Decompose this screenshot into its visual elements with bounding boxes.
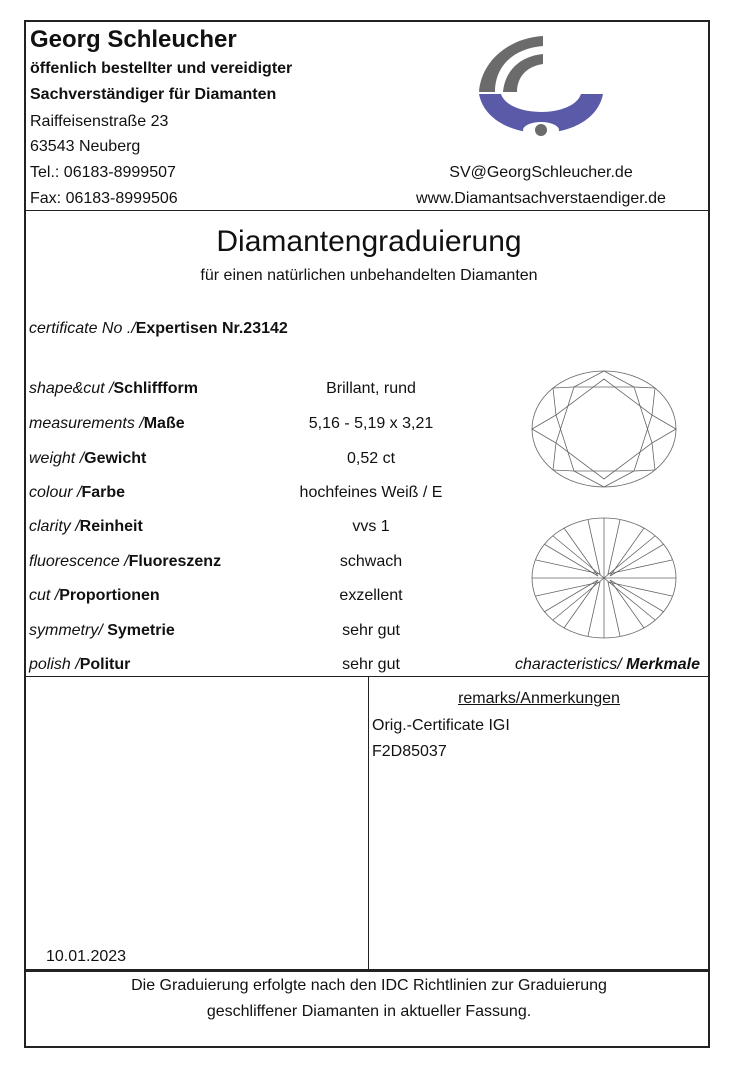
row-label-symmetry [29,622,175,640]
row-value-symmetry: sehr gut [342,622,400,639]
row-label-shape [29,380,198,398]
diamond-crown-icon [531,370,677,488]
row-label-colour [29,484,125,502]
row-label-cut [29,587,160,605]
header-divider [26,210,708,211]
row-value-fluorescence: schwach [339,553,403,570]
row-de: Proportionen [59,587,160,604]
address-city: 63543 Neuberg [30,138,141,155]
row-value-cut: exzellent [339,587,403,604]
characteristics-de: Merkmale [626,656,700,673]
table-divider [26,676,708,677]
row-value-clarity: vvs 1 [352,518,390,535]
row-value-shape: Brillant, rund [326,380,416,397]
remarks-title: remarks/Anmerkungen [458,690,620,707]
footer-line-2: geschliffener Diamanten in aktueller Fassung. [206,1003,532,1020]
row-label-measurements [29,415,185,433]
row-label-clarity [29,518,143,536]
row-value-measurements: 5,16 - 5,19 x 3,21 [308,415,434,432]
row-en: colour / [29,484,82,501]
row-de: Reinheit [79,518,143,535]
certificate-frame [24,20,710,1048]
certificate-label-en: certificate No ./ [29,320,136,337]
row-de: Farbe [81,484,126,501]
address-street: Raiffeisenstraße 23 [30,113,169,130]
footer-line-1: Die Graduierung erfolgte nach den IDC Richtlinien zur Graduierung [131,977,607,994]
row-label-weight [29,450,146,468]
row-en: clarity / [29,518,80,535]
row-value-colour: hochfeines Weiß / E [299,484,443,501]
row-de: Gewicht [84,450,147,467]
diamond-pavilion-icon [531,517,677,639]
row-de: Maße [143,415,185,432]
row-en: fluorescence / [29,553,129,570]
remarks-line-1: Orig.-Certificate IGI [372,717,510,734]
certificate-date: 10.01.2023 [46,948,127,965]
row-en: polish / [29,656,80,673]
row-value-polish: sehr gut [342,656,400,673]
remarks-line-2: F2D85037 [372,743,447,760]
row-de: Fluoreszenz [128,553,222,570]
row-de: Schliffform [113,380,198,397]
certificate-number [29,320,288,338]
phone-number: Tel.: 06183-8999507 [30,164,176,181]
row-en: measurements / [29,415,144,432]
row-de: Politur [79,656,131,673]
column-divider [368,676,369,969]
row-label-polish [29,656,130,674]
fax-number: Fax: 06183-8999506 [30,190,178,207]
certificate-label-de: Expertisen Nr.23142 [135,320,288,337]
document-subtitle: für einen natürlichen unbehandelten Diamanten [200,267,538,284]
appraiser-subtitle-2: Sachverständiger für Diamanten [30,86,277,103]
email[interactable]: SV@GeorgSchleucher.de [449,164,633,181]
website[interactable]: www.Diamantsachverstaendiger.de [416,190,666,207]
logo-icon [471,34,611,152]
appraiser-name: Georg Schleucher [30,26,237,53]
row-en: shape&cut / [29,380,114,397]
appraiser-subtitle-1: öffenlich bestellter und vereidigter [30,60,293,77]
characteristics-label [515,656,700,674]
row-de: Symetrie [107,622,175,639]
document-title: Diamantengraduierung [216,225,522,258]
row-en: symmetry/ [29,622,108,639]
row-value-weight: 0,52 ct [346,450,396,467]
row-label-fluorescence [29,553,221,571]
footer-divider [26,969,708,972]
row-en: cut / [29,587,60,604]
characteristics-en: characteristics/ [515,656,627,673]
row-en: weight / [29,450,85,467]
